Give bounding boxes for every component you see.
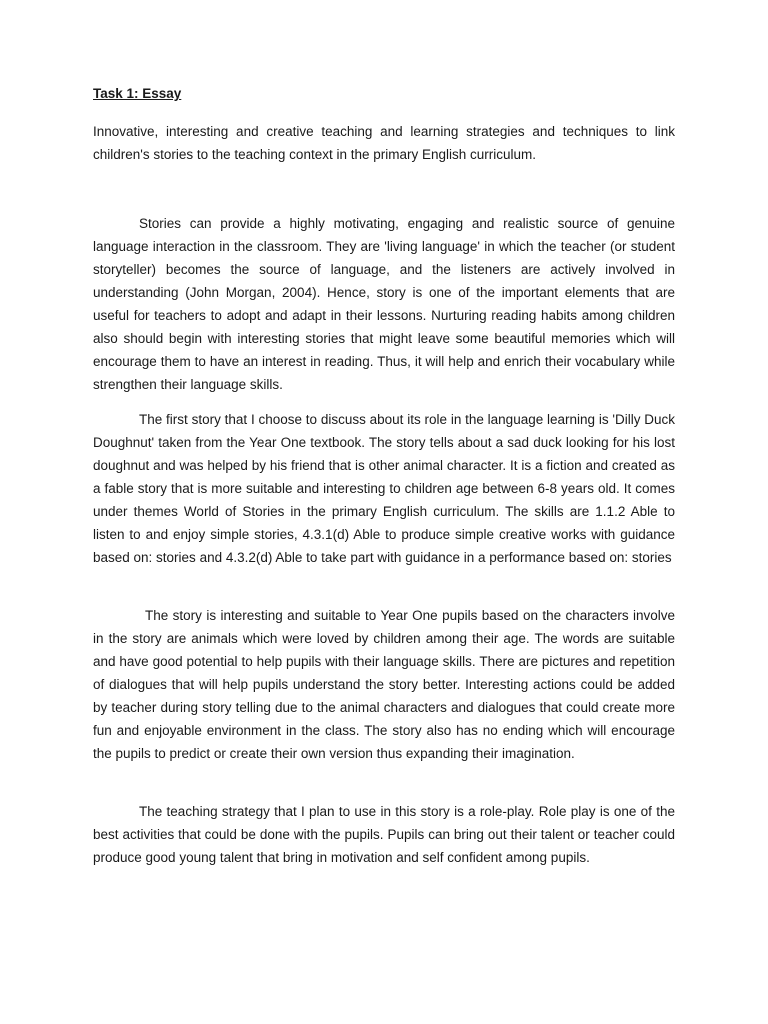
essay-paragraph: Stories can provide a highly motivating, engaging and realistic source of genuine language interaction in the classroom. They are 'living language' in which the teacher (or student storyteller) becomes the source of language, and the listeners are actively involved in understanding (John Morgan, 2004). Hence, story is one of the important elements that are useful for teachers to adopt and adapt in their lessons. Nurturing reading habits among children also should begin with interesting stories that might leave some beautiful memories which will encourage them to have an interest in reading. Thus, it will help and enrich their vocabulary while strengthen their language skills. bbox=[93, 216, 675, 392]
essay-paragraph: The teaching strategy that I plan to use in this story is a role-play. Role play is one of the best activities that could be done with the pupils. Pupils can bring out their talent or teacher could produce good young talent that bring in motivation and self confident among pupils. bbox=[93, 804, 675, 865]
essay-paragraph: The first story that I choose to discuss about its role in the language learning is 'Dilly Duck Doughnut' taken from the Year One textbook. The story tells about a sad duck looking for his lost doughnut and was helped by his friend that is other animal character. It is a fiction and created as a fable story that is more suitable and interesting to children age between 6-8 years old. It comes under themes World of Stories in the primary English curriculum. The skills are 1.1.2 Able to listen to and enjoy simple stories, 4.3.1(d) Able to produce simple creative works with guidance based on: stories and 4.3.2(d) Able to take part with guidance in a performance based on: stories bbox=[93, 412, 675, 565]
essay-question: Innovative, interesting and creative teaching and learning strategies and techniques to link children's stories to the teaching context in the primary English curriculum. bbox=[93, 124, 675, 162]
essay-title: Task 1: Essay bbox=[93, 86, 182, 101]
essay-paragraph: The story is interesting and suitable to Year One pupils based on the characters involve in the story are animals which were loved by children among their age. The words are suitable and have good potential to help pupils with their language skills. There are pictures and repetition of dialogues that will help pupils understand the story better. Interesting actions could be added by teacher during story telling due to the animal characters and dialogues that could create more fun and enjoyable environment in the class. The story also has no ending which will encourage the pupils to predict or create their own version thus expanding their imagination. bbox=[93, 608, 675, 761]
